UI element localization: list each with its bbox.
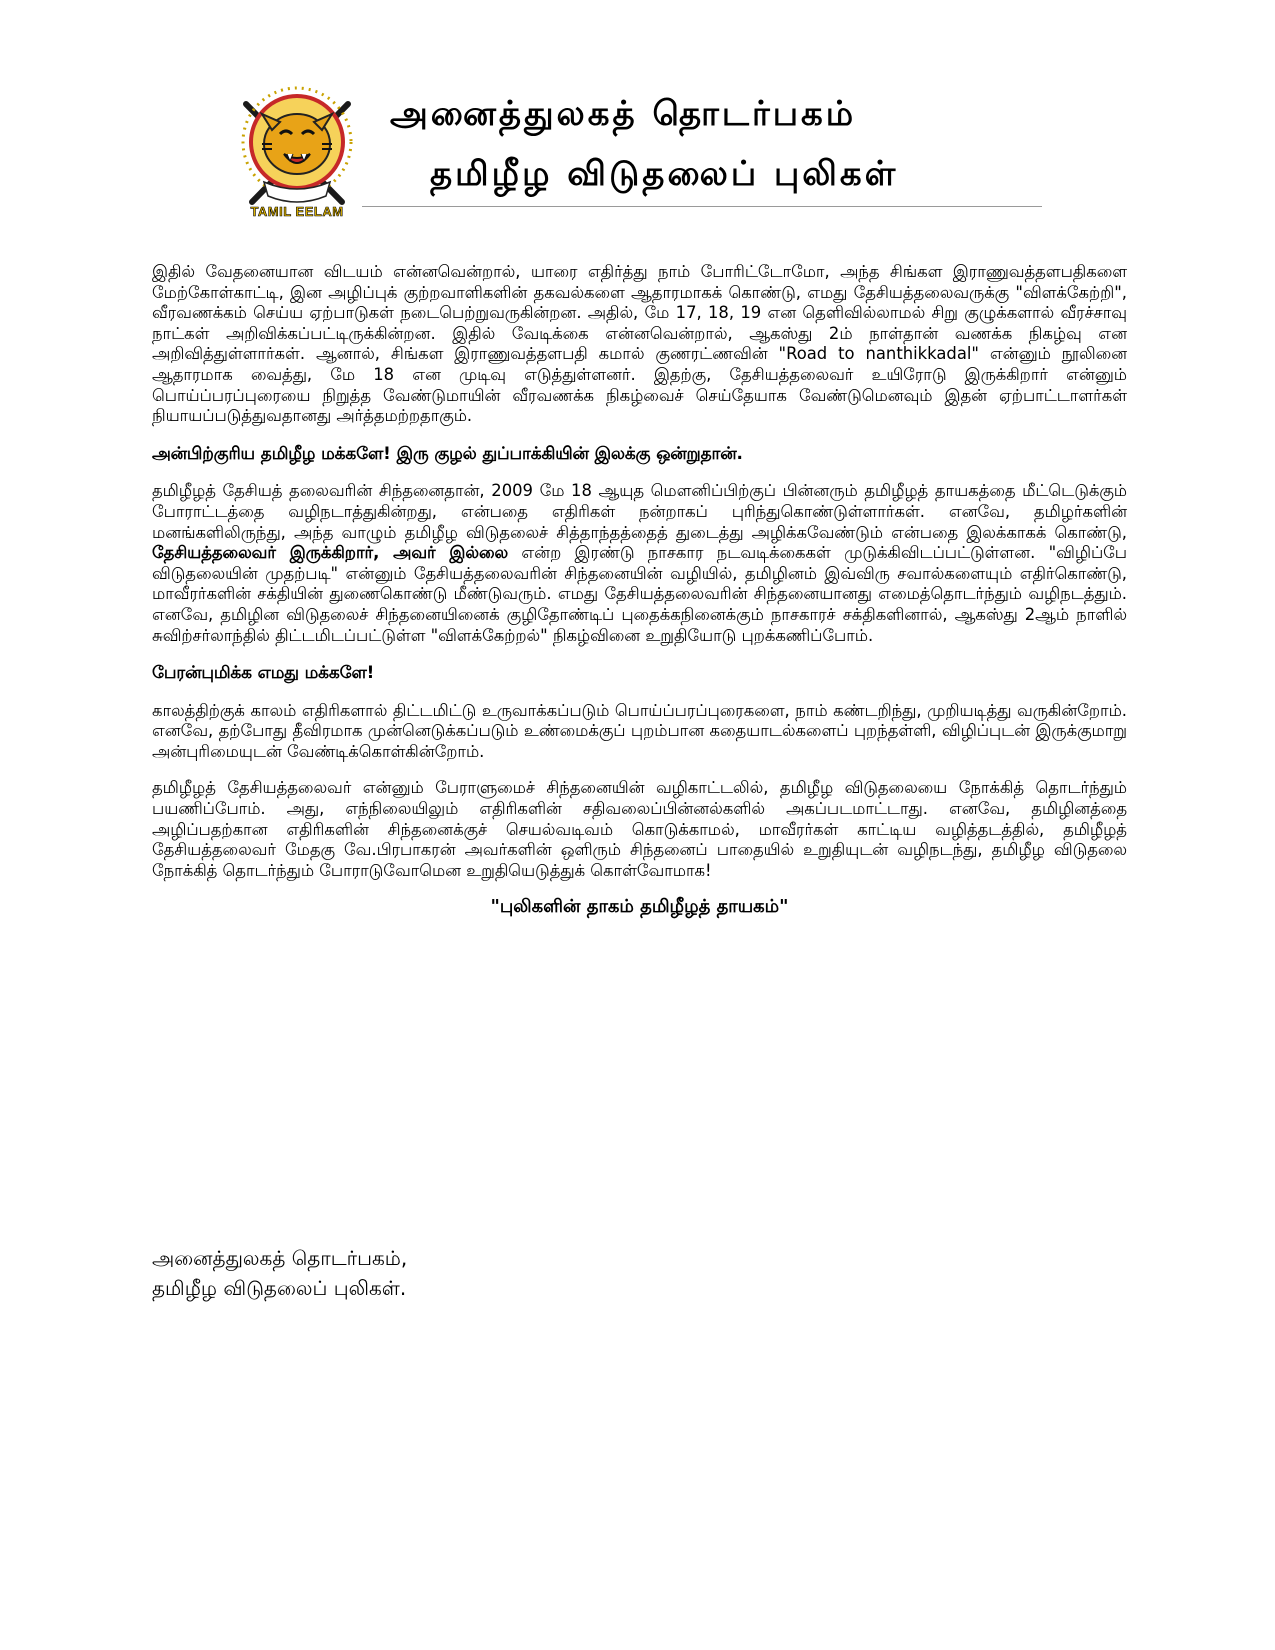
signature-block xyxy=(152,1243,407,1303)
paragraph-4: தமிழீழத் தேசியத்தலைவர் என்னும் பேராளுமைச் சிந்தனையின் வழிகாட்டலில், தமிழீழ விடுதலையை நோக்கித் தொடர்ந்தும் பயணிப்போம். அது, எந்நிலையிலும் எதிரிகளின் சதிவலைப்பின்னல்களில் அகப்படமாட்டாது. எனவே, தமிழினத்தை அழிப்பதற்கான எதிரிகளின் சிந்தனைக்குச் செயல்வடிவம் கொடுக்காமல், மாவீரர்கள் காட்டிய வழித்தடத்தில், தமிழீழத் தேசியத்தலைவர் மேதகு வே.பிரபாகரன் அவர்களின் ஒளிரும் சிந்தனைப் பாதையில் உறுதியுடன் வழிநடந்து, தமிழீழ விடுதலை நோக்கித் தொடர்ந்தும் போராடுவோமென உறுதியெடுத்துக் கொள்வோமாக! xyxy=(152,778,1127,880)
org-title-line1: அனைத்துலகத் தொடர்பகம் xyxy=(390,94,857,134)
paragraph-2-part-b: என்ற இரண்டு நாசகார நடவடிக்கைகள் முடுக்கிவிடப்பட்டுள்ளன. "விழிப்பே விடுதலையின் முதற்படி" என்னும் தேசியத்தலைவரின் சிந்தனையின் வழியில், தமிழினம் இவ்விரு சவால்களையும் எதிர்கொண்டு, மாவீரர்களின் சக்தியின் துணைகொண்டு மீண்டுவரும். எமது தேசியத்தலைவரின் சிந்தனையானது எமைத்தொடர்ந்தும் வழிநடத்தும். எனவே, தமிழின விடுதலைச் சிந்தனையினைக் குழிதோண்டிப் புதைக்கநினைக்கும் நாசகாரச் சக்திகளினால், ஆகஸ்து 2ஆம் நாளில் சுவிற்சர்லாந்தில் திட்டமிடப்பட்டுள்ள "விளக்கேற்றல்" நிகழ்வினை உறுதியோடு புறக்கணிப்போம். xyxy=(152,543,1127,645)
header-divider xyxy=(362,206,1042,207)
paragraph-1: இதில் வேதனையான விடயம் என்னவென்றால், யாரை எதிர்த்து நாம் போரிட்டோமோ, அந்த சிங்கள இராணுவத்தளபதிகளை மேற்கோள்காட்டி, இன அழிப்புக் குற்றவாளிகளின் தகவல்களை ஆதாரமாகக் கொண்டு, எமது தேசியத்தலைவருக்கு "விளக்கேற்றி", வீரவணக்கம் செய்ய ஏற்பாடுகள் நடைபெற்றுவருகின்றன. அதில், மே 17, 18, 19 என தெளிவில்லாமல் சிறு குழுக்களால் வீரச்சாவு நாட்கள் அறிவிக்கப்பட்டிருக்கின்றன. இதில் வேடிக்கை என்னவென்றால், ஆகஸ்து 2ம் நாள்தான் வணக்க நிகழ்வு என அறிவித்துள்ளார்கள். ஆனால், சிங்கள இராணுவத்தளபதி கமால் குணரட்ணவின் "Road to nanthikkadal" என்னும் நூலினை ஆதாரமாக வைத்து, மே 18 என முடிவு எடுத்துள்ளனர். இதற்கு, தேசியத்தலைவர் உயிரோடு இருக்கிறார் என்னும் பொய்ப்பரப்புரையை நிறுத்த வேண்டுமாயின் வீரவணக்க நிகழ்வைச் செய்தேயாக வேண்டுமெனவும் இதன் ஏற்பாட்டாளர்கள் நியாயப்படுத்துவதானது அர்த்தமற்றதாகும். xyxy=(152,262,1127,426)
section-heading-1: அன்பிற்குரிய தமிழீழ மக்களே! இரு குழல் துப்பாக்கியின் இலக்கு ஒன்றுதான். xyxy=(152,442,743,463)
tiger-emblem-icon xyxy=(232,74,362,224)
signature-line-2: தமிழீழ விடுதலைப் புலிகள். xyxy=(152,1276,407,1300)
paragraph-2-part-a: தமிழீழத் தேசியத் தலைவரின் சிந்தனைதான், 2009 மே 18 ஆயுத மௌனிப்பிற்குப் பின்னரும் தமிழீழத் தாயகத்தை மீட்டெடுக்கும் போராட்டத்தை வழிநடாத்துகின்றது, என்பதை எதிரிகள் நன்றாகப் புரிந்துகொண்டுள்ளார்கள். எனவே, தமிழர்களின் மனங்களிலிருந்து, அந்த வாழும் தமிழீழ விடுதலைச் சித்தாந்தத்தைத் துடைத்து அழிக்கவேண்டும் என்பதை இலக்காகக் கொண்டு, xyxy=(152,481,1127,542)
closing-slogan: "புலிகளின் தாகம் தமிழீழத் தாயகம்" xyxy=(490,896,789,918)
statement-body xyxy=(152,262,1127,918)
letterhead xyxy=(232,74,1040,226)
paragraph-3: காலத்திற்குக் காலம் எதிரிகளால் திட்டமிட்டு உருவாக்கப்படும் பொய்ப்பரப்புரைகளை, நாம் கண்டறிந்து, முறியடித்து வருகின்றோம். எனவே, தற்போது தீவிரமாக முன்னெடுக்கப்படும் உண்மைக்குப் புறம்பான கதையாடல்களைப் புறந்தள்ளி, விழிப்புடன் இருக்குமாறு அன்புரிமையுடன் வேண்டிக்கொள்கின்றோம். xyxy=(152,700,1127,761)
logo-caption: TAMIL EELAM xyxy=(250,204,344,219)
paragraph-2 xyxy=(152,481,1127,646)
section-heading-2: பேரன்புமிக்க எமது மக்களே! xyxy=(152,662,375,683)
paragraph-2-emphasis: தேசியத்தலைவர் இருக்கிறார், அவர் இல்லை xyxy=(152,543,509,563)
signature-line-1: அனைத்துலகத் தொடர்பகம், xyxy=(152,1246,408,1270)
org-title-line2: தமிழீழ விடுதலைப் புலிகள் xyxy=(430,154,899,194)
